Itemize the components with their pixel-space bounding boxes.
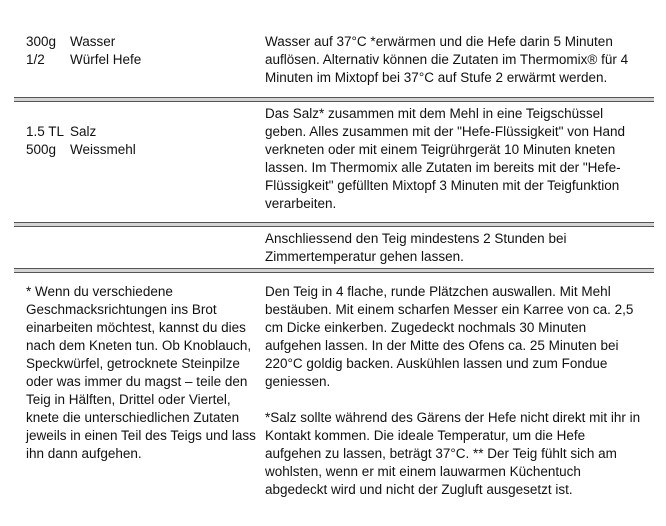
ingredient-qty: 1/2: [26, 52, 45, 67]
ingredient-row: [26, 123, 256, 141]
ingredient-list: [26, 33, 256, 69]
ingredient-row: [26, 33, 256, 51]
step-text: Anschliessend den Teig mindestens 2 Stunden bei Zimmertemperatur gehen lassen.: [265, 231, 567, 264]
ingredient-name: Wasser: [70, 34, 116, 49]
ingredient-row: [26, 51, 256, 69]
ingredient-qty: 500g: [26, 142, 57, 157]
section-divider: [14, 222, 654, 227]
step-text-block: [265, 283, 643, 499]
variation-note: * Wenn du verschiedene Geschmacksrichtungen ins Brot einarbeiten möchtest, kannst du dies nach dem Kneten tun. Ob Knoblauch, Speckwürfel, getrocknete Steinpilze oder was immer du magst – teile den Teig in Hälften, Drittel oder Viertel, knete die unterschiedlichen Zutaten jeweils in einen Teil des Teigs und lass ihn dann aufgehen.: [26, 284, 256, 461]
step-text: Den Teig in 4 flache, runde Plätzchen auswallen. Mit Mehl bestäuben. Mit einem scharfen Messer ein Karree von ca. 2,5 cm Dicke einkerben. Zugedeckt nochmals 30 Minuten aufgehen lassen. In der Mitte des Ofens ca. 25 Minuten bei 220°C goldig backen. Auskühlen lassen und zum Fondue geniessen.: [265, 284, 634, 389]
ingredient-name: Würfel Hefe: [70, 52, 142, 67]
ingredient-name: Weissmehl: [70, 142, 136, 157]
ingredient-name: Salz: [70, 124, 97, 139]
section-divider: [14, 97, 654, 102]
step-text: Wasser auf 37°C *erwärmen und die Hefe darin 5 Minuten auflösen. Alternativ können die Zutaten im Thermomix® für 4 Minuten im Mixtopf bei 37°C auf Stufe 2 erwärmt werden.: [265, 34, 629, 85]
step-text: Das Salz* zusammen mit dem Mehl in eine Teigschüssel geben. Alles zusammen mit der "Hefe-Flüssigkeit" von Hand verkneten oder mit einem Teigrührgerät 10 Minuten kneten lassen. Im Thermomix alle Zutaten im bereits mit der "Hefe-Flüssigkeit" gefüllten Mixtopf 3 Minuten mit der Teigfunktion verarbeiten.: [265, 106, 625, 211]
ingredient-list: [26, 123, 256, 159]
ingredient-row: [26, 141, 256, 159]
section-divider: [14, 268, 654, 273]
ingredient-qty: 1.5 TL: [26, 124, 65, 139]
ingredient-qty: 300g: [26, 34, 57, 49]
salt-yeast-note: *Salz sollte während des Gärens der Hefe nicht direkt mit ihr in Kontakt kommen. Die ideale Temperatur, um die Hefe aufgehen zu lassen, beträgt 37°C. ** Der Teig fühlt sich am wohlsten, wenn er mit einem lauwarmen Küchentuch abgedeckt wird und nicht der Zugluft ausgesetzt ist.: [265, 410, 641, 497]
